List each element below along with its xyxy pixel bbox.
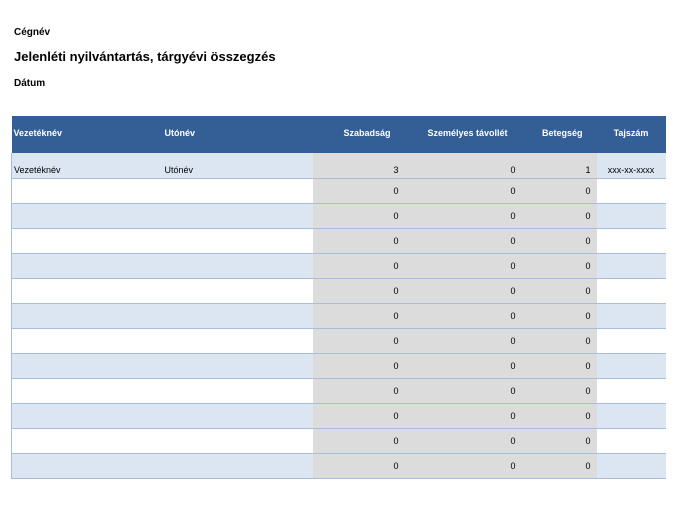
vacation-cell[interactable]: 0 — [313, 304, 405, 329]
table-row — [12, 329, 666, 354]
personal-absence-cell[interactable]: 0 — [405, 179, 522, 204]
first-name-cell[interactable] — [163, 329, 313, 354]
last-name-cell[interactable] — [12, 354, 163, 379]
column-header-last-name[interactable]: Vezetéknév — [12, 116, 163, 153]
vacation-cell[interactable]: 0 — [313, 204, 405, 229]
first-name-cell[interactable] — [163, 254, 313, 279]
vacation-cell[interactable]: 0 — [313, 279, 405, 304]
sickness-cell[interactable]: 0 — [522, 329, 597, 354]
ssn-cell[interactable] — [597, 279, 666, 304]
personal-absence-cell[interactable]: 0 — [405, 279, 522, 304]
last-name-cell[interactable] — [12, 204, 163, 229]
first-name-cell[interactable]: Utónév — [163, 153, 313, 179]
column-header-sickness[interactable]: Betegség — [522, 116, 597, 153]
last-name-cell[interactable] — [12, 429, 163, 454]
ssn-cell[interactable] — [597, 404, 666, 429]
table-header-row — [12, 116, 666, 153]
last-name-cell[interactable] — [12, 304, 163, 329]
sickness-cell[interactable]: 0 — [522, 379, 597, 404]
first-name-cell[interactable] — [163, 229, 313, 254]
table-row — [12, 153, 666, 179]
last-name-cell[interactable] — [12, 329, 163, 354]
sickness-cell[interactable]: 0 — [522, 279, 597, 304]
column-header-ssn[interactable]: Tajszám — [597, 116, 666, 153]
sickness-cell[interactable]: 0 — [522, 429, 597, 454]
last-name-cell[interactable] — [12, 379, 163, 404]
table-row — [12, 454, 666, 479]
ssn-cell[interactable] — [597, 454, 666, 479]
vacation-cell[interactable]: 0 — [313, 179, 405, 204]
ssn-cell[interactable] — [597, 329, 666, 354]
first-name-cell[interactable] — [163, 204, 313, 229]
sickness-cell[interactable]: 0 — [522, 254, 597, 279]
sickness-cell[interactable]: 0 — [522, 304, 597, 329]
vacation-cell[interactable]: 0 — [313, 329, 405, 354]
table-row — [12, 254, 666, 279]
column-header-first-name[interactable]: Utónév — [163, 116, 313, 153]
table-body — [12, 153, 666, 479]
sickness-cell[interactable]: 0 — [522, 404, 597, 429]
column-header-vacation[interactable]: Szabadság — [313, 116, 405, 153]
sickness-cell[interactable]: 0 — [522, 204, 597, 229]
table-row — [12, 354, 666, 379]
vacation-cell[interactable]: 3 — [313, 153, 405, 179]
table-row — [12, 279, 666, 304]
ssn-cell[interactable] — [597, 304, 666, 329]
first-name-cell[interactable] — [163, 429, 313, 454]
table-row — [12, 304, 666, 329]
personal-absence-cell[interactable]: 0 — [405, 254, 522, 279]
personal-absence-cell[interactable]: 0 — [405, 404, 522, 429]
last-name-cell[interactable] — [12, 179, 163, 204]
personal-absence-cell[interactable]: 0 — [405, 204, 522, 229]
first-name-cell[interactable] — [163, 354, 313, 379]
personal-absence-cell[interactable]: 0 — [405, 379, 522, 404]
date-label: Dátum — [14, 78, 46, 89]
personal-absence-cell[interactable]: 0 — [405, 354, 522, 379]
ssn-cell[interactable] — [597, 379, 666, 404]
sickness-cell[interactable]: 0 — [522, 229, 597, 254]
personal-absence-cell[interactable]: 0 — [405, 429, 522, 454]
vacation-cell[interactable]: 0 — [313, 404, 405, 429]
sickness-cell[interactable]: 0 — [522, 454, 597, 479]
page-title: Jelenléti nyilvántartás, tárgyévi összegzés — [14, 49, 276, 64]
last-name-cell[interactable] — [12, 279, 163, 304]
last-name-cell[interactable] — [12, 404, 163, 429]
ssn-cell[interactable] — [597, 204, 666, 229]
personal-absence-cell[interactable]: 0 — [405, 304, 522, 329]
vacation-cell[interactable]: 0 — [313, 454, 405, 479]
vacation-cell[interactable]: 0 — [313, 254, 405, 279]
company-name: Cégnév — [14, 27, 51, 38]
ssn-cell[interactable] — [597, 229, 666, 254]
last-name-cell[interactable] — [12, 254, 163, 279]
sickness-cell[interactable]: 0 — [522, 179, 597, 204]
vacation-cell[interactable]: 0 — [313, 229, 405, 254]
sickness-cell[interactable]: 1 — [522, 153, 597, 179]
personal-absence-cell[interactable]: 0 — [405, 229, 522, 254]
vacation-cell[interactable]: 0 — [313, 354, 405, 379]
attendance-summary-table — [11, 116, 666, 479]
last-name-cell[interactable]: Vezetéknév — [12, 153, 163, 179]
table-row — [12, 204, 666, 229]
ssn-cell[interactable]: xxx-xx-xxxx — [597, 153, 666, 179]
first-name-cell[interactable] — [163, 279, 313, 304]
table-row — [12, 429, 666, 454]
ssn-cell[interactable] — [597, 179, 666, 204]
personal-absence-cell[interactable]: 0 — [405, 454, 522, 479]
column-header-personal-absence[interactable]: Személyes távollét — [405, 116, 522, 153]
first-name-cell[interactable] — [163, 179, 313, 204]
table-row — [12, 379, 666, 404]
personal-absence-cell[interactable]: 0 — [405, 329, 522, 354]
sickness-cell[interactable]: 0 — [522, 354, 597, 379]
last-name-cell[interactable] — [12, 454, 163, 479]
table-row — [12, 229, 666, 254]
first-name-cell[interactable] — [163, 379, 313, 404]
vacation-cell[interactable]: 0 — [313, 379, 405, 404]
table-row — [12, 179, 666, 204]
first-name-cell[interactable] — [163, 404, 313, 429]
table-row — [12, 404, 666, 429]
personal-absence-cell[interactable]: 0 — [405, 153, 522, 179]
last-name-cell[interactable] — [12, 229, 163, 254]
ssn-cell[interactable] — [597, 354, 666, 379]
first-name-cell[interactable] — [163, 304, 313, 329]
ssn-cell[interactable] — [597, 429, 666, 454]
vacation-cell[interactable]: 0 — [313, 429, 405, 454]
first-name-cell[interactable] — [163, 454, 313, 479]
ssn-cell[interactable] — [597, 254, 666, 279]
